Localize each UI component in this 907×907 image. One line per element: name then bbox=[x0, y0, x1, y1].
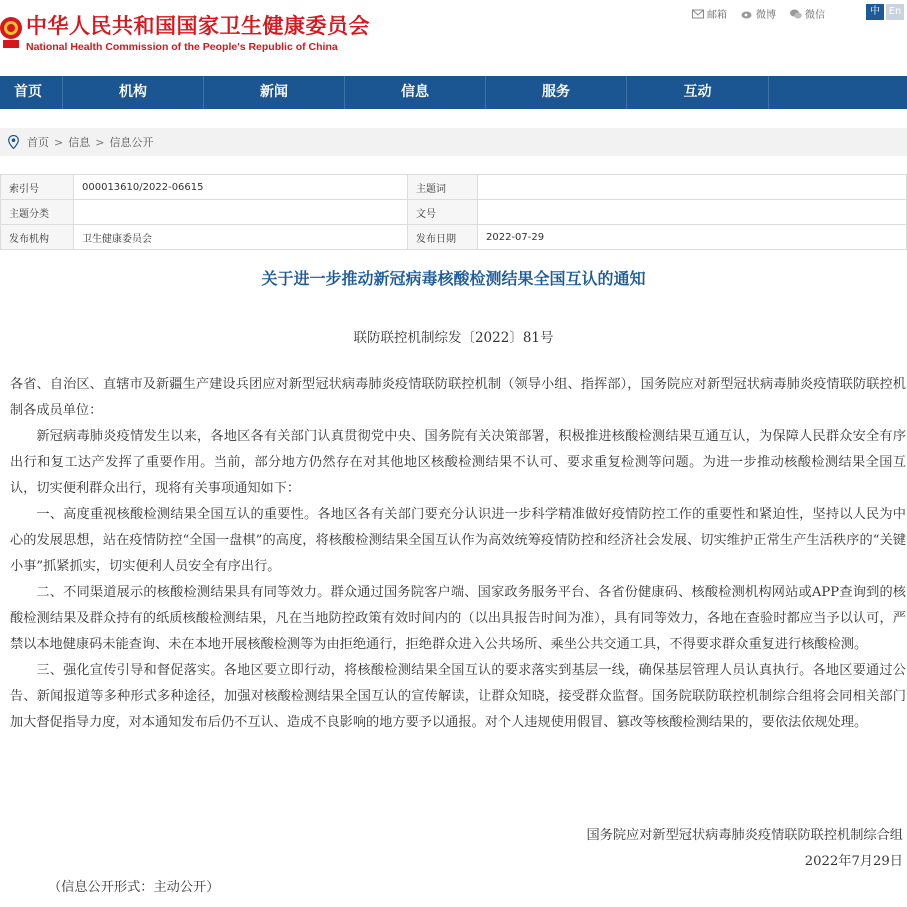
meta-row bbox=[1, 225, 907, 250]
nav-item-service[interactable]: 服务 bbox=[486, 76, 627, 109]
mail-label: 邮箱 bbox=[707, 10, 727, 21]
breadcrumb-separator: > bbox=[95, 135, 105, 149]
date-value: 2022-07-29 bbox=[478, 225, 907, 250]
category-value bbox=[74, 200, 408, 225]
body-paragraph: 一、高度重视核酸检测结果全国互认的重要性。各地区各有关部门要充分认识进一步科学精准做好疫情防控工作的重要性和紧迫性，坚持以人民为中心的发展思想，站在疫情防控“全国一盘棋”的高度，将核酸检测结果全国互认作为高效统筹疫情防控和经济社会发展、切实维护正常生产生活秩序的“关键小事”抓紧抓实，切实便利人员安全有序出行。 bbox=[10, 507, 906, 574]
document-signature: 国务院应对新型冠状病毒肺炎疫情联防联控机制综合组 bbox=[586, 828, 903, 843]
mail-icon bbox=[692, 9, 704, 19]
wechat-icon bbox=[790, 9, 802, 19]
document-number: 联防联控机制综发〔2022〕81号 bbox=[353, 330, 554, 346]
salutation-paragraph: 各省、自治区、直辖市及新疆生产建设兵团应对新型冠状病毒肺炎疫情联防联控机制（领导小组、指挥部），国务院应对新型冠状病毒肺炎疫情联防联控机制各成员单位： bbox=[10, 377, 906, 418]
nav-item-news[interactable]: 新闻 bbox=[204, 76, 345, 109]
subject-value bbox=[478, 175, 907, 200]
category-label: 主题分类 bbox=[1, 200, 74, 225]
subject-label: 主题词 bbox=[408, 175, 478, 200]
location-pin-icon bbox=[8, 135, 19, 149]
index-value: 000013610/2022-06615 bbox=[74, 175, 408, 200]
docno-label: 文号 bbox=[408, 200, 478, 225]
document-body bbox=[10, 372, 906, 736]
lang-zh-button[interactable]: 中 bbox=[866, 4, 884, 20]
document-title: 关于进一步推动新冠病毒核酸检测结果全国互认的通知 bbox=[261, 269, 646, 288]
nav-item-home[interactable]: 首页 bbox=[0, 76, 63, 109]
main-nav bbox=[0, 76, 907, 109]
nav-item-interaction[interactable]: 互动 bbox=[627, 76, 769, 109]
body-paragraph: 新冠病毒肺炎疫情发生以来，各地区各有关部门认真贯彻党中央、国务院有关决策部署，积极推进核酸检测结果互通互认，为保障人民群众安全有序出行和复工达产发挥了重要作用。当前，部分地方仍然存在对其他地区核酸检测结果不认可、要求重复检测等问题。为进一步推动核酸检测结果全国互认，切实便利群众出行，现将有关事项通知如下： bbox=[10, 429, 906, 496]
breadcrumb-info-disclosure[interactable]: 信息公开 bbox=[109, 136, 154, 149]
issuer-value: 卫生健康委员会 bbox=[74, 225, 408, 250]
site-title-en[interactable]: National Health Commission of the People's Republic of China bbox=[26, 41, 338, 53]
nav-item-info[interactable]: 信息 bbox=[345, 76, 486, 109]
body-paragraph: 三、强化宣传引导和督促落实。各地区要立即行动，将核酸检测结果全国互认的要求落实到基层一线，确保基层管理人员认真执行。各地区要通过公告、新闻报道等多种形式多种途径，加强对核酸检测结果全国互认的宣传解读，让群众知晓，接受群众监督。国务院联防联控机制综合组将会同相关部门加大督促指导力度，对本通知发布后仍不互认、造成不良影响的地方要予以通报。对个人违规使用假冒、篡改等核酸检测结果的，要依法依规处理。 bbox=[10, 663, 906, 730]
weibo-icon bbox=[741, 9, 753, 19]
document-meta-table bbox=[0, 174, 907, 250]
meta-row bbox=[1, 200, 907, 225]
document-date: 2022年7月29日 bbox=[804, 854, 903, 869]
wechat-link[interactable] bbox=[790, 6, 825, 21]
issuer-label: 发布机构 bbox=[1, 225, 74, 250]
breadcrumb-home[interactable]: 首页 bbox=[27, 136, 49, 149]
top-links bbox=[692, 6, 825, 21]
site-header bbox=[0, 0, 907, 76]
lang-en-button[interactable]: En bbox=[886, 4, 904, 20]
index-label: 索引号 bbox=[1, 175, 74, 200]
weibo-link[interactable] bbox=[741, 6, 776, 21]
meta-row bbox=[1, 175, 907, 200]
breadcrumb bbox=[0, 128, 907, 156]
national-emblem-icon[interactable] bbox=[0, 6, 22, 54]
docno-value bbox=[478, 200, 907, 225]
body-paragraph: 二、不同渠道展示的核酸检测结果具有同等效力。群众通过国务院客户端、国家政务服务平台、各省份健康码、核酸检测机构网站或APP查询到的核酸检测结果及群众持有的纸质核酸检测结果，凡在当地防控政策有效时间内的（以出具报告时间为准），具有同等效力，各地在查验时都应当予以认可，严禁以本地健康码未能查询、未在本地开展核酸检测等为由拒绝通行，拒绝群众进入公共场所、乘坐公共交通工具，不得要求群众重复进行核酸检测。 bbox=[10, 585, 906, 652]
nav-item-institutions[interactable]: 机构 bbox=[63, 76, 204, 109]
date-label: 发布日期 bbox=[408, 225, 478, 250]
mail-link[interactable] bbox=[692, 6, 727, 21]
wechat-label: 微信 bbox=[805, 10, 825, 21]
site-title-cn[interactable]: 中华人民共和国国家卫生健康委员会 bbox=[26, 14, 370, 38]
weibo-label: 微博 bbox=[756, 10, 776, 21]
breadcrumb-info[interactable]: 信息 bbox=[68, 136, 91, 149]
disclosure-note: （信息公开形式：主动公开） bbox=[48, 880, 220, 895]
breadcrumb-separator: > bbox=[54, 135, 64, 149]
